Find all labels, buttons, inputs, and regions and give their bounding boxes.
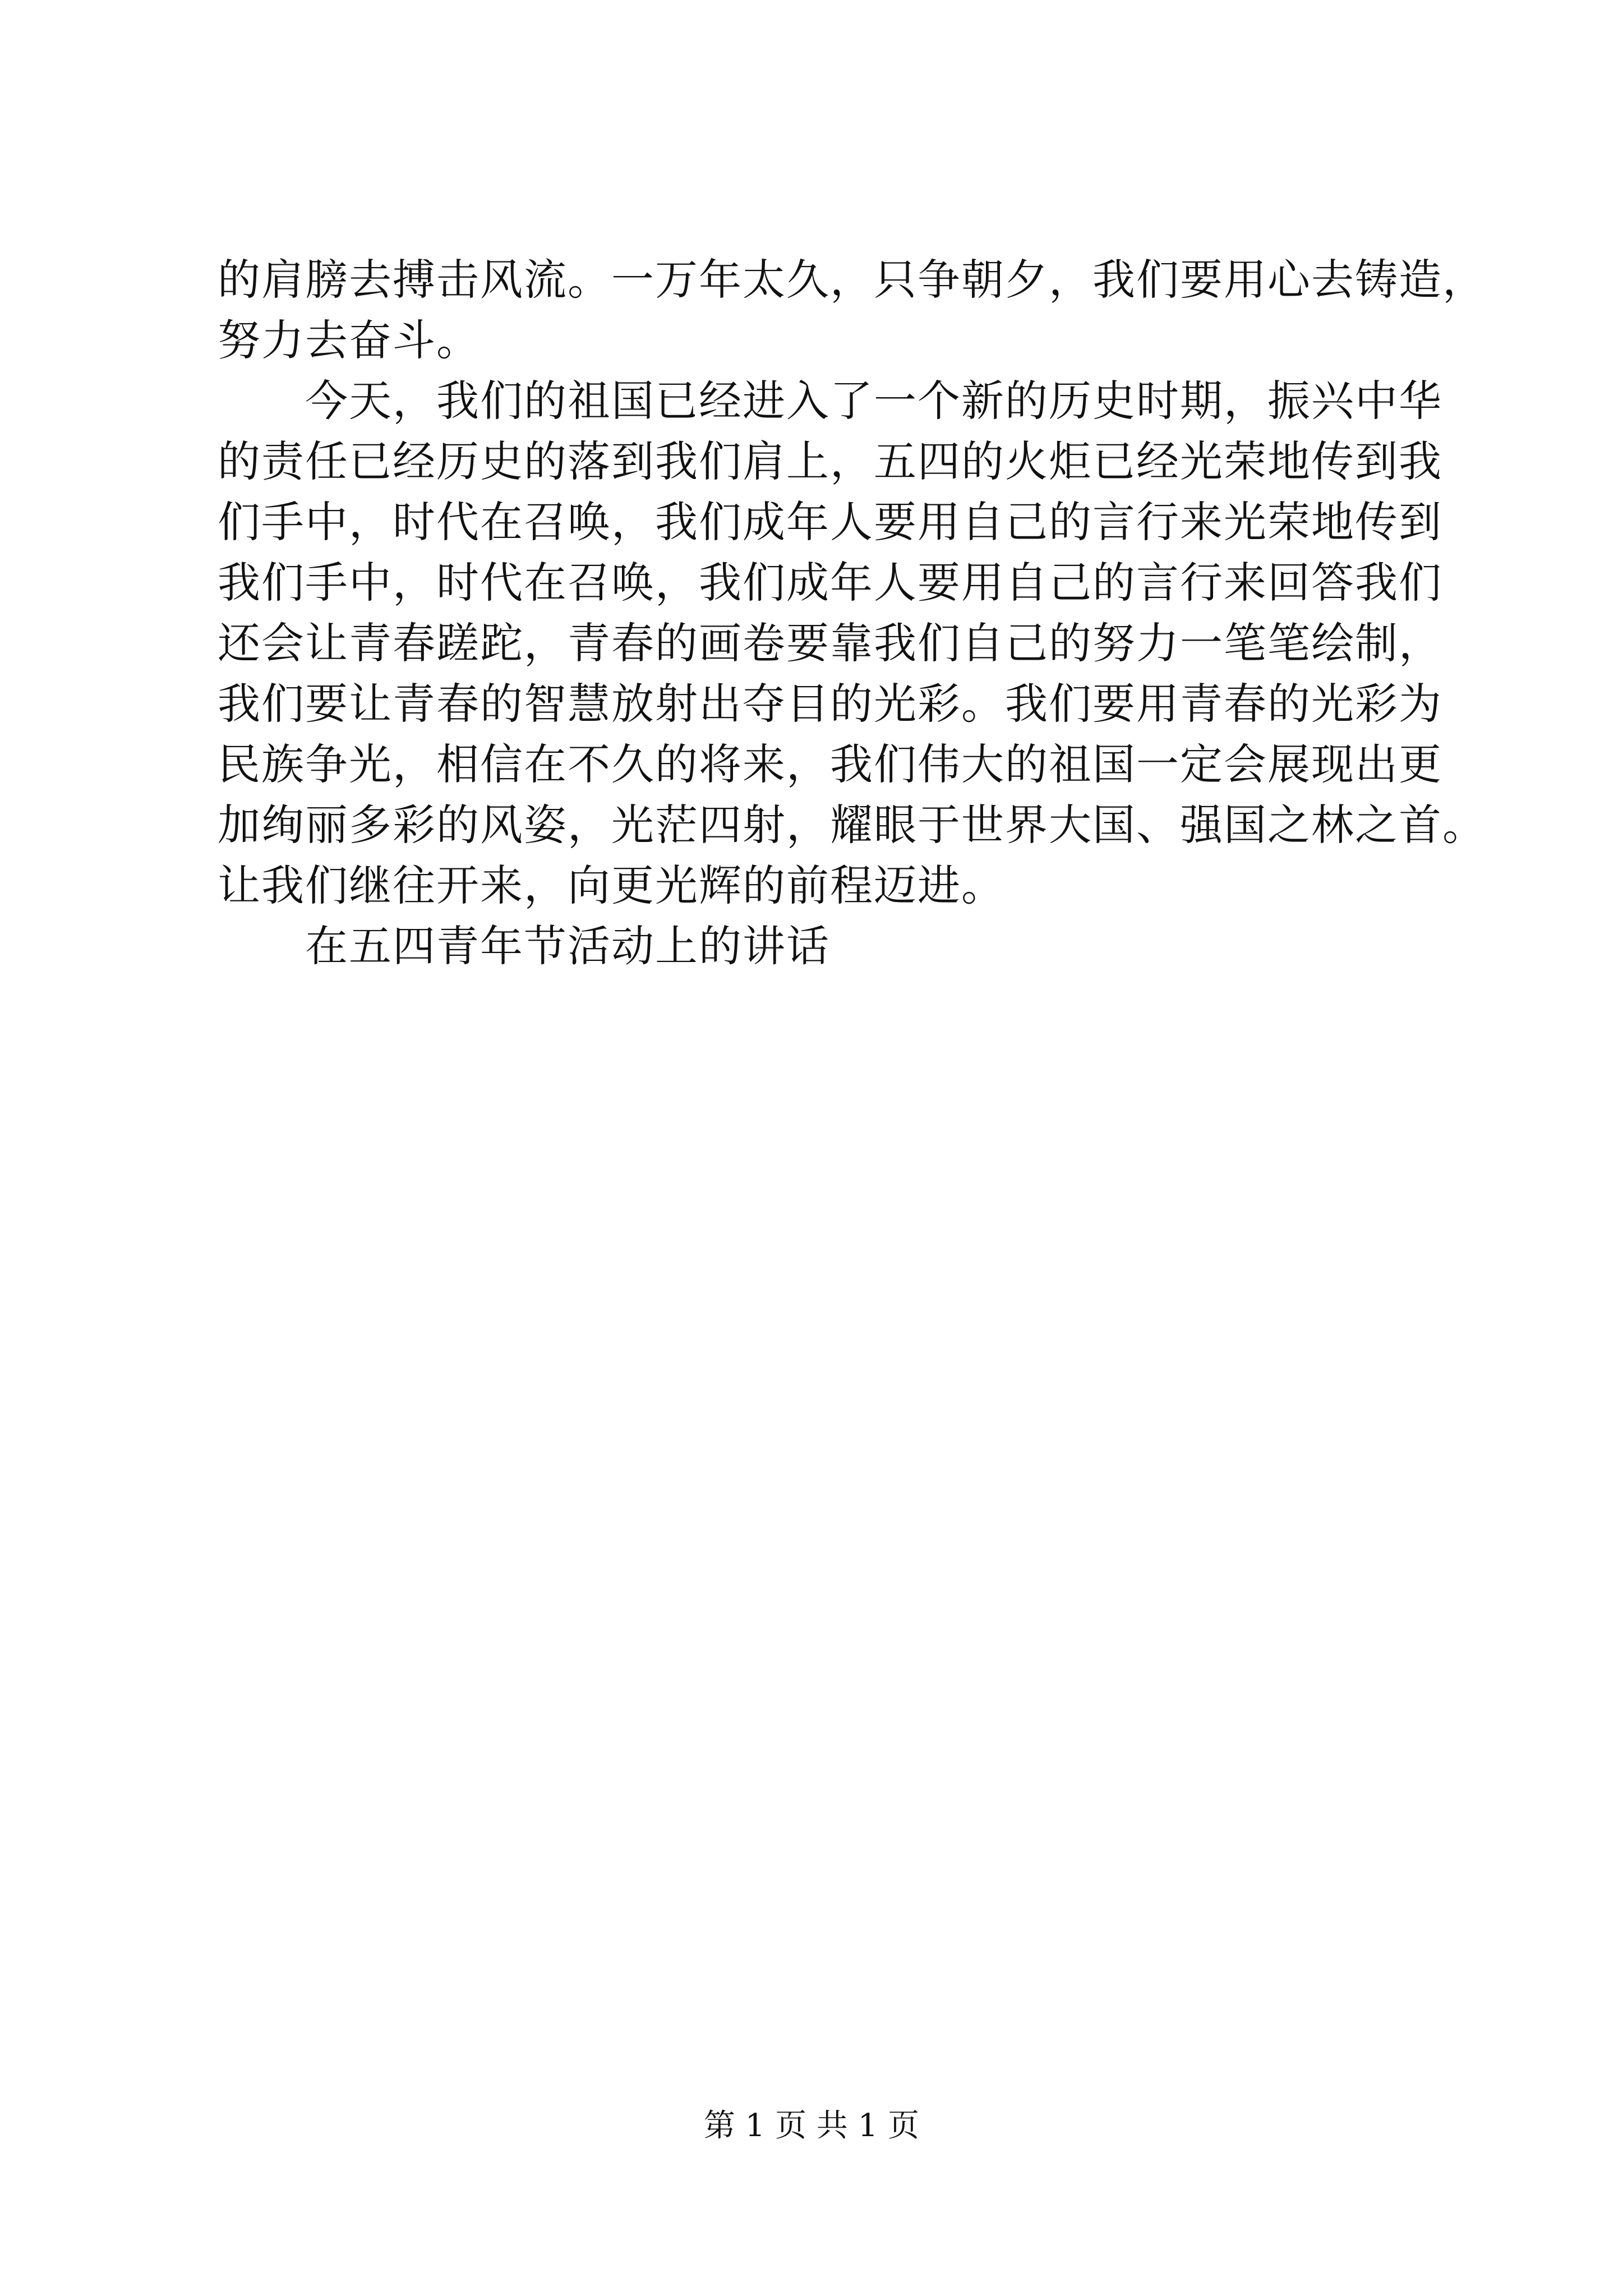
paragraph-line: 的责任已经历史的落到我们肩上，五四的火炬已经光荣地传到我 — [218, 436, 1442, 486]
paragraph-line: 加绚丽多彩的风姿，光茫四射，耀眼于世界大国、强国之林之首。 — [218, 800, 1486, 850]
paragraph-line: 我们手中，时代在召唤，我们成年人要用自己的言行来回答我们 — [218, 558, 1442, 608]
paragraph-2 — [218, 371, 1486, 916]
paragraph-line: 们手中，时代在召唤，我们成年人要用自己的言行来光荣地传到 — [218, 497, 1442, 547]
body-text — [218, 250, 1486, 977]
page-number-label: 第 1 页 共 1 页 — [703, 2108, 920, 2144]
paragraph-line: 今天，我们的祖国已经进入了一个新的历史时期，振兴中华 — [218, 376, 1442, 426]
page-footer — [0, 2106, 1623, 2146]
paragraph-line: 还会让青春蹉跎，青春的画卷要靠我们自己的努力一笔笔绘制， — [218, 618, 1442, 668]
paragraph-line: 民族争光，相信在不久的将来，我们伟大的祖国一定会展现出更 — [218, 739, 1442, 789]
paragraph-3 — [218, 916, 1423, 977]
paragraph-1 — [218, 250, 1486, 371]
paragraph-line: 的肩膀去搏击风流。一万年太久，只争朝夕，我们要用心去铸造， — [218, 255, 1486, 305]
paragraph-line: 在五四青年节活动上的讲话 — [218, 921, 830, 971]
paragraph-line: 让我们继往开来，向更光辉的前程迈进。 — [218, 861, 1005, 910]
paragraph-line: 努力去奋斗。 — [218, 315, 480, 365]
paragraph-line: 我们要让青春的智慧放射出夺目的光彩。我们要用青春的光彩为 — [218, 679, 1442, 729]
